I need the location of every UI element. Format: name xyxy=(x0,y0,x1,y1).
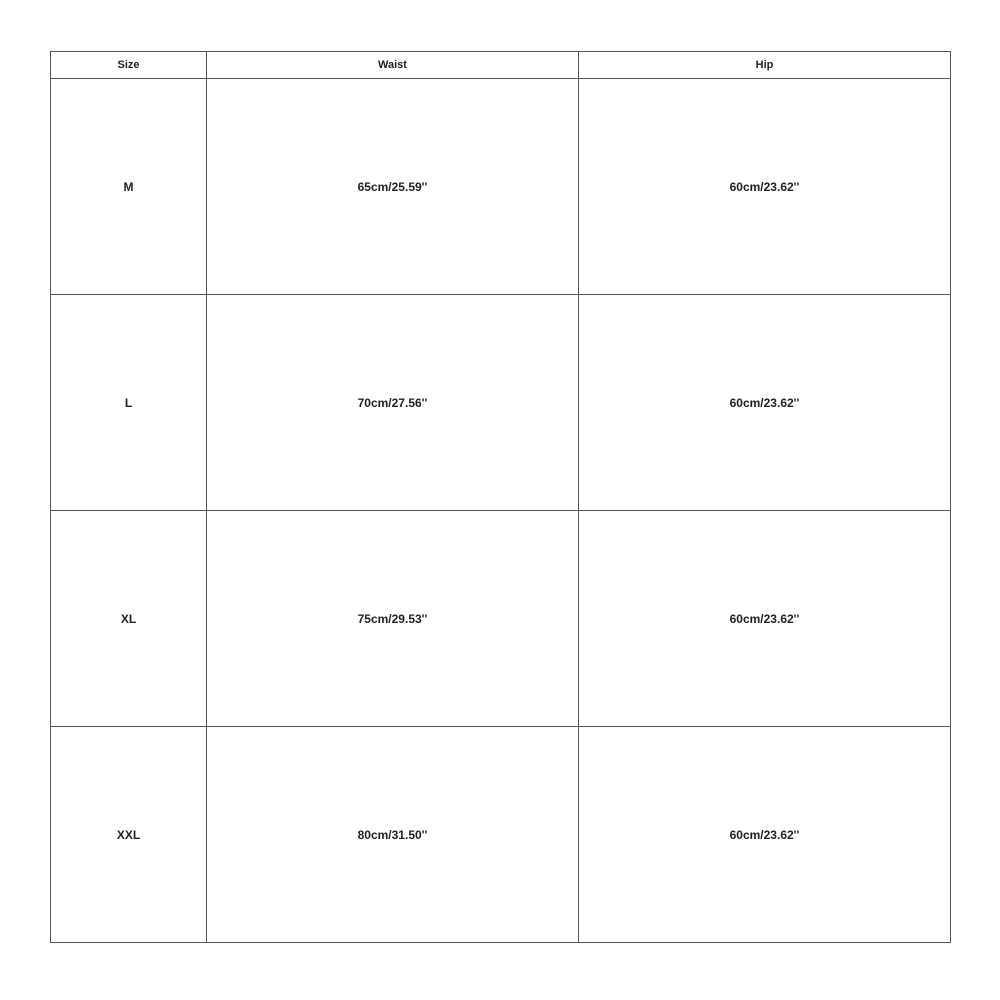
table-row xyxy=(51,79,951,295)
size-cell: M xyxy=(51,79,207,295)
hip-cell: 60cm/23.62'' xyxy=(579,511,951,727)
header-row xyxy=(51,52,951,79)
hip-cell: 60cm/23.62'' xyxy=(579,727,951,943)
waist-cell: 70cm/27.56'' xyxy=(207,295,579,511)
waist-cell: 75cm/29.53'' xyxy=(207,511,579,727)
hip-cell: 60cm/23.62'' xyxy=(579,79,951,295)
header-hip: Hip xyxy=(579,52,951,79)
waist-cell: 65cm/25.59'' xyxy=(207,79,579,295)
table-row xyxy=(51,295,951,511)
waist-cell: 80cm/31.50'' xyxy=(207,727,579,943)
header-size: Size xyxy=(51,52,207,79)
header-waist: Waist xyxy=(207,52,579,79)
hip-cell: 60cm/23.62'' xyxy=(579,295,951,511)
size-cell: XL xyxy=(51,511,207,727)
table-row xyxy=(51,511,951,727)
size-cell: L xyxy=(51,295,207,511)
size-chart-table xyxy=(50,51,951,943)
size-cell: XXL xyxy=(51,727,207,943)
table-row xyxy=(51,727,951,943)
